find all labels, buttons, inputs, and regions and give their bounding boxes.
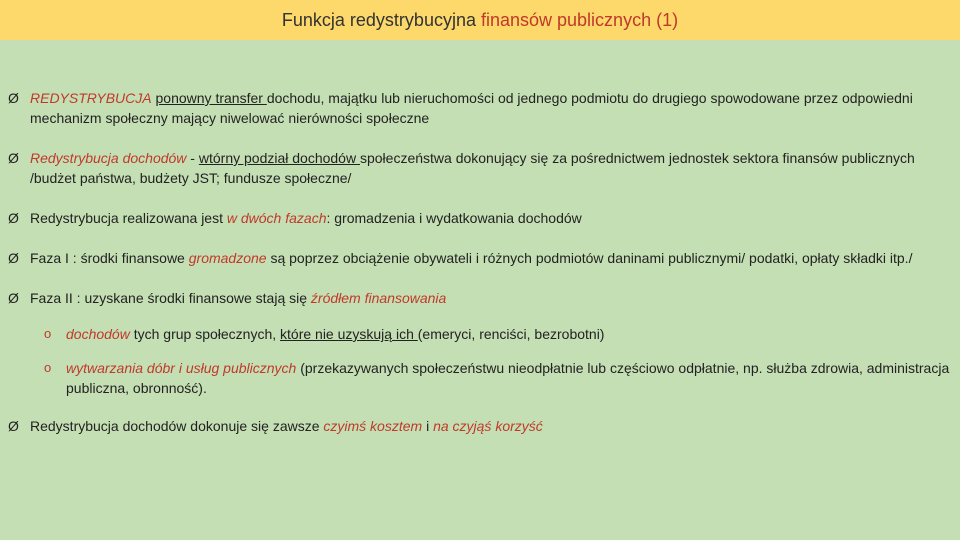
bullet-redystrybucja [8,88,952,128]
text: Faza II : uzyskane środki finansowe stają się [30,290,311,306]
bullet-redystrybucja-dochodow [8,148,952,188]
text: Redystrybucja realizowana jest [30,210,227,226]
highlight: w dwóch fazach [226,210,327,226]
circle-bullet-icon: o [44,360,52,375]
arrow-bullet-icon: Ø [8,250,19,266]
sub-bullet-wytwarzania [8,358,952,398]
sub-bullet-dochodow [8,324,952,344]
bullet-koszt-korzysc [8,416,952,436]
content [8,88,952,436]
text: (przekazywanych społeczeństwu nieodpłatnie lub częściowo odpłatnie, np. służba zdrowia, administracja publiczna, obronność). [66,360,950,396]
slide-title [0,0,960,40]
text: społeczeństwa dokonujący się za pośrednictwem jednostek sektora finansów publicznych /budżet państwa, budżety JST; fundusze społeczne/ [30,150,915,186]
highlight: wytwarzania dóbr i usług publicznych [66,360,297,376]
underlined-text: które nie uzyskują ich [280,326,418,342]
arrow-bullet-icon: Ø [8,150,19,166]
highlight: czyimś kosztem [323,418,423,434]
arrow-bullet-icon: Ø [8,210,19,226]
arrow-bullet-icon: Ø [8,418,19,434]
bullet-fazy [8,208,952,228]
arrow-bullet-icon: Ø [8,90,19,106]
text: tych grup społecznych, [129,326,281,342]
text: i [422,418,434,434]
highlight: na czyjąś korzyść [433,418,543,434]
text: Redystrybucja dochodów dokonuje się zawsze [30,418,324,434]
circle-bullet-icon: o [44,326,52,341]
title-part1: Funkcja redystrybucyjna [281,10,481,30]
text: są poprzez obciążenie obywateli i różnych podmiotów daninami publicznymi/ podatki, opłaty składki itp./ [266,250,913,266]
term: REDYSTRYBUCJA [30,90,152,106]
term: Redystrybucja dochodów [30,150,187,166]
bullet-faza-2 [8,288,952,308]
text: dochodu, majątku lub nieruchomości od jednego podmiotu do drugiego spowodowane przez odpowiedni mechanizm społeczny mający niwelować nierówności społeczne [30,90,913,126]
text: : gromadzenia i wydatkowania dochodów [326,210,582,226]
highlight: gromadzone [188,250,267,266]
title-part2: finansów publicznych (1) [480,10,679,30]
highlight: źródłem finansowania [310,290,447,306]
underlined-text: ponowny transfer [155,90,267,106]
dash: - [186,150,199,166]
text: Faza I : środki finansowe [30,250,189,266]
highlight: dochodów [66,326,130,342]
underlined-text: wtórny podział dochodów [198,150,360,166]
text: (emeryci, renciści, bezrobotni) [417,326,605,342]
arrow-bullet-icon: Ø [8,290,19,306]
bullet-faza-1 [8,248,952,268]
